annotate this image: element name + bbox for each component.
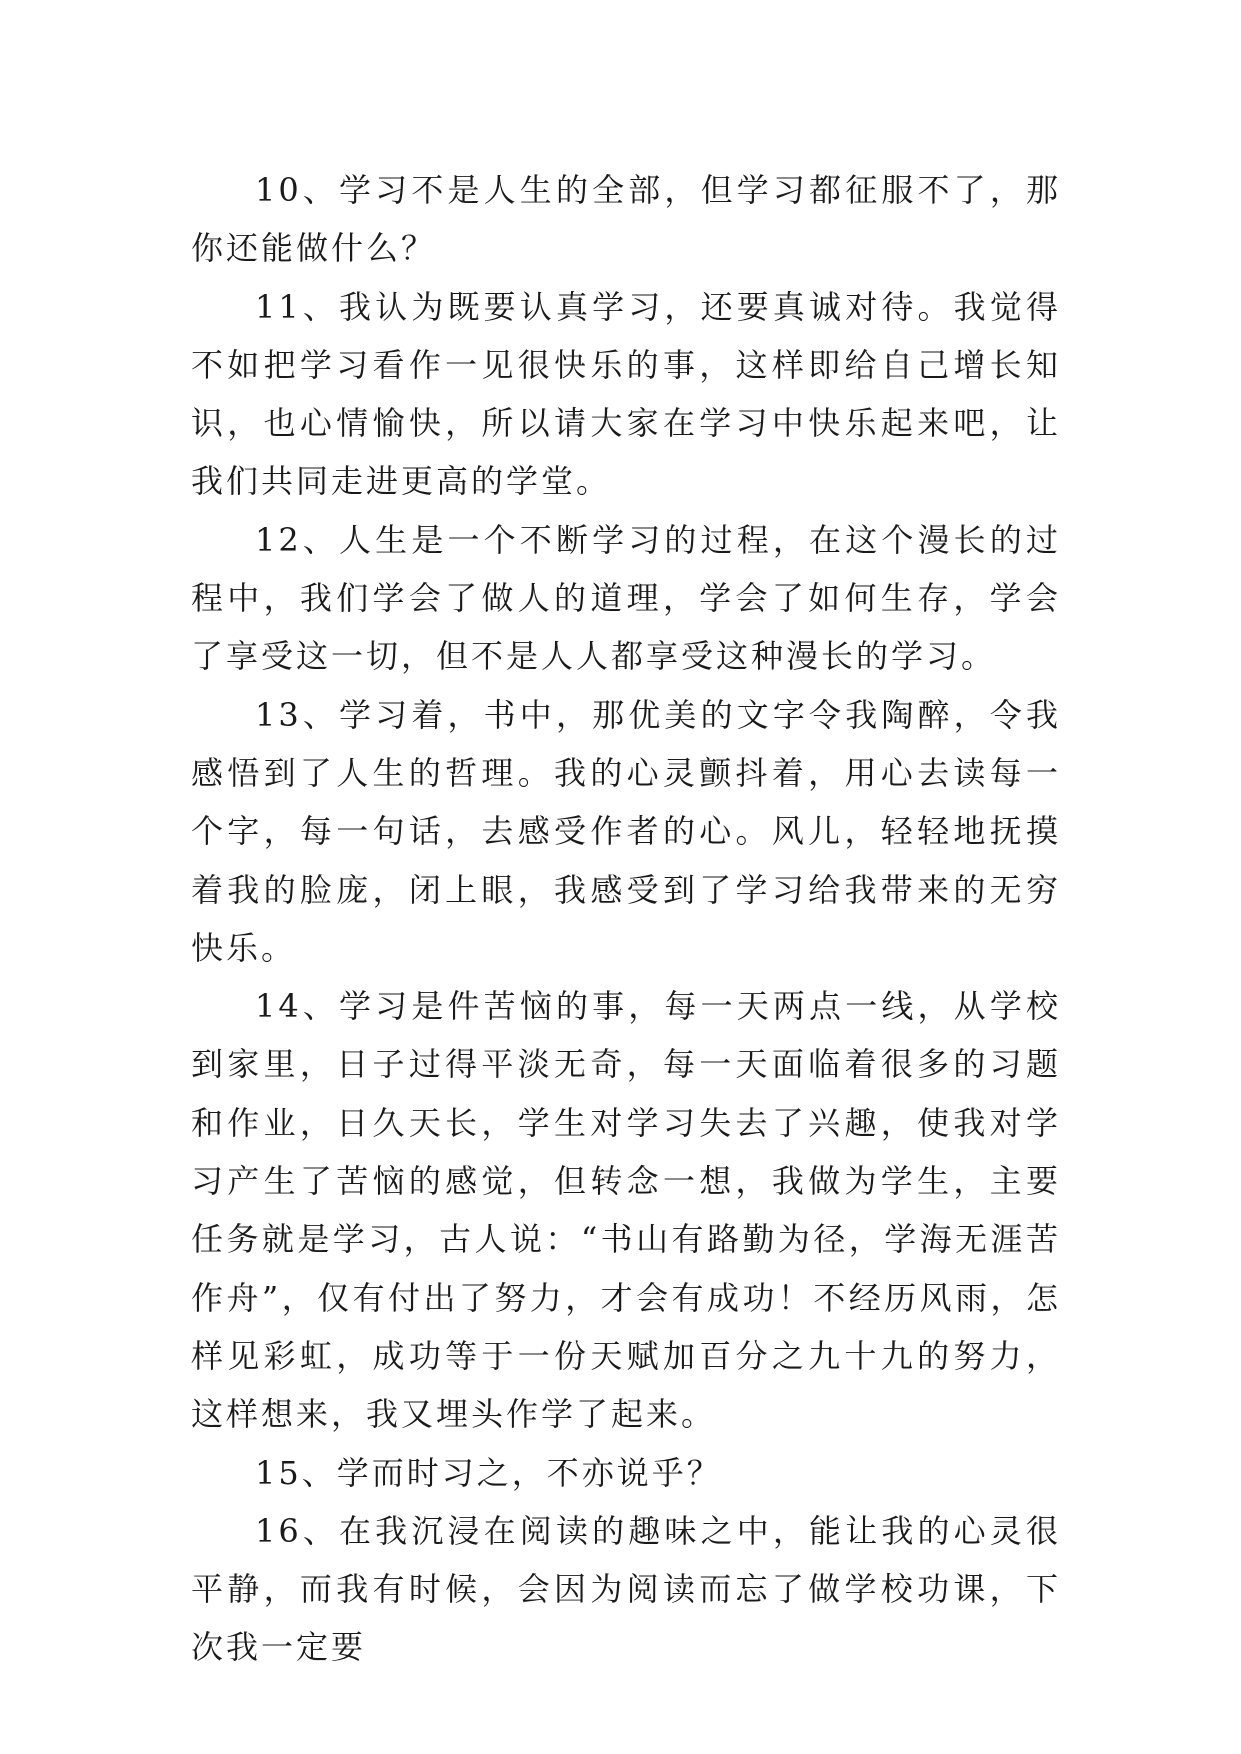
paragraph-12: 12、人生是一个不断学习的过程，在这个漫长的过程中，我们学会了做人的道理，学会了如何生存，学会了享受这一切，但不是人人都享受这种漫长的学习。 bbox=[191, 520, 1061, 676]
document-body bbox=[191, 161, 1061, 1677]
paragraph-15: 15、学而时习之，不亦说乎？ bbox=[255, 1453, 722, 1492]
paragraph-14: 14、学习是件苦恼的事，每一天两点一线，从学校到家里，日子过得平淡无奇，每一天面临着很多的习题和作业，日久天长，学生对学习失去了兴趣，使我对学习产生了苦恼的感觉，但转念一想，我做为学生，主要任务就是学习，古人说：“书山有路勤为径，学海无涯苦作舟”，仅有付出了努力，才会有成功！不经历风雨，怎样见彩虹，成功等于一份天赋加百分之九十九的努力，这样想来，我又埋头作学了起来。 bbox=[191, 987, 1061, 1434]
paragraph-11: 11、我认为既要认真学习，还要真诚对待。我觉得不如把学习看作一见很快乐的事，这样即给自己增长知识，也心情愉快，所以请大家在学习中快乐起来吧，让我们共同走进更高的学堂。 bbox=[191, 287, 1061, 501]
paragraph-16: 16、在我沉浸在阅读的趣味之中，能让我的心灵很平静，而我有时候，会因为阅读而忘了做学校功课，下次我一定要 bbox=[191, 1511, 1061, 1667]
paragraph-10: 10、学习不是人生的全部，但学习都征服不了，那你还能做什么？ bbox=[191, 171, 1061, 268]
paragraph-13: 13、学习着，书中，那优美的文字令我陶醉，令我感悟到了人生的哲理。我的心灵颤抖着，用心去读每一个字，每一句话，去感受作者的心。风儿，轻轻地抚摸着我的脸庞，闭上眼，我感受到了学习给我带来的无穷快乐。 bbox=[191, 695, 1061, 967]
